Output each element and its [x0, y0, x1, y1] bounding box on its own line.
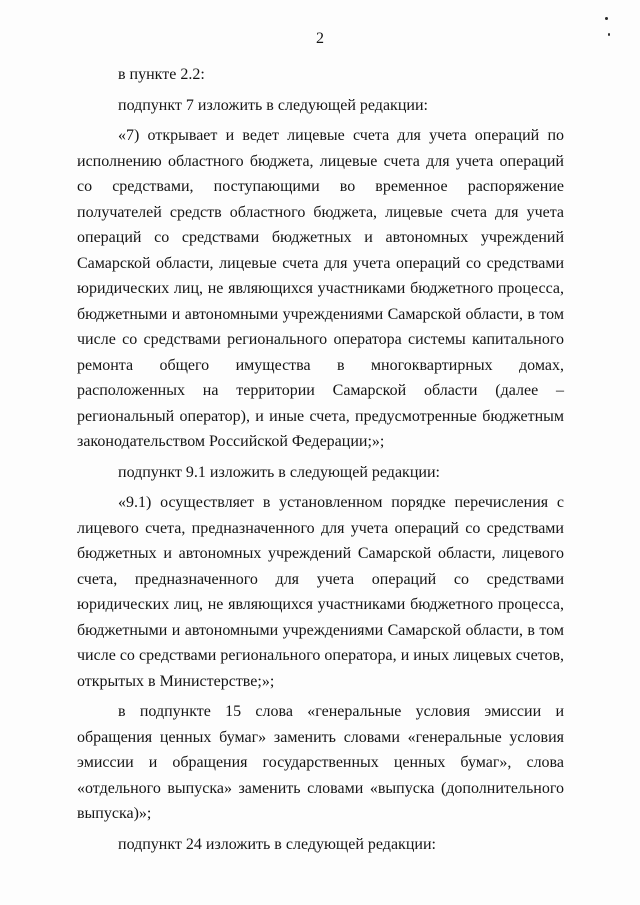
page-number: 2 [316, 30, 324, 47]
document-body [77, 62, 564, 862]
scan-speck [605, 17, 608, 20]
paragraph-subclause-7-text: «7) открывает и ведет лицевые счета для учета операций по исполнению областного бюджета, лицевые счета для учета операций со средствами, поступающими во временное распоряжение получателей средств областного бюджета, лицевые счета для учета операций со средствами бюджетных и автономных учреждений Самарской области, лицевые счета для учета операций со средствами юридических лиц, не являющихся участниками бюджетного процесса, бюджетными и автономными учреждениями Самарской области, в том числе со средствами регионального оператора системы капитального ремонта общего имущества в многоквартирных домах, расположенных на территории Самарской области (далее – региональный оператор), и иные счета, предусмотренные бюджетным законодательством Российской Федерации;»; [77, 127, 564, 450]
paragraph-clause-2-2: в пункте 2.2: [118, 66, 205, 83]
paragraph-subclause-15: в подпункте 15 слова «генеральные условия эмиссии и обращения ценных бумаг» заменить словами «генеральные условия эмиссии и обращения государственных ценных бумаг», слова «отдельного выпуска» заменить словами «выпуска (дополнительного выпуска)»; [77, 703, 564, 822]
paragraph-subclause-9-1-text: «9.1) осуществляет в установленном порядке перечисления с лицевого счета, предназначенного для учета операций со средствами бюджетных и автономных учреждений Самарской области, лицевого счета, предназначенного для учета операций со средствами юридических лиц, не являющихся участниками бюджетного процесса, бюджетными и автономными учреждениями Самарской области, в том числе со средствами регионального оператора, и иных лицевых счетов, открытых в Министерстве;»; [77, 494, 564, 690]
paragraph-subclause-9-1-intro: подпункт 9.1 изложить в следующей редакции: [118, 463, 440, 481]
paragraph-subclause-7-intro: подпункт 7 изложить в следующей редакции: [118, 96, 428, 114]
paragraph-subclause-24-intro: подпункт 24 изложить в следующей редакции: [118, 835, 436, 853]
scan-speck [608, 33, 610, 36]
